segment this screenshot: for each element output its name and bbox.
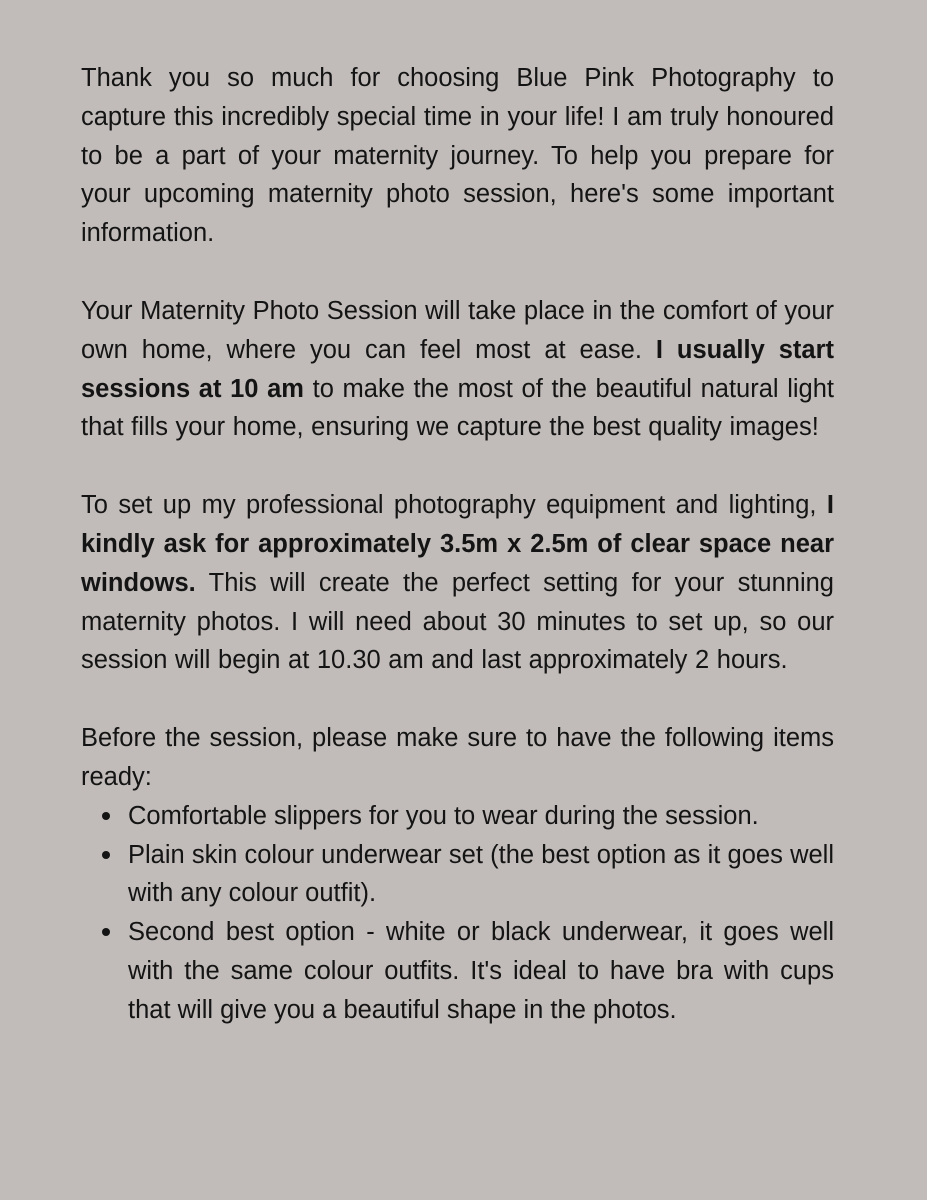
bullet-icon bbox=[102, 851, 110, 859]
intro-text: Thank you so much for choosing Blue Pink Photography to capture this incredibly special time in your life! I am truly honoured to be a part of your maternity journey. To help you prepare for your upcoming maternity photo session, here's some important information. bbox=[81, 64, 834, 248]
checklist-section bbox=[81, 719, 834, 1029]
checklist bbox=[81, 797, 834, 1030]
session-start-time-highlight: I usually start sessions at 10 am bbox=[81, 335, 834, 403]
setup-time-text: This will create the perfect setting for your stunning maternity photos. I will need about 30 minutes to set up, so our session will begin at 10.30 am and last approximately 2 hours. bbox=[81, 568, 834, 675]
bullet-icon bbox=[102, 928, 110, 936]
equipment-text: To set up my professional photography equipment and lighting, bbox=[81, 491, 827, 520]
list-item bbox=[128, 797, 834, 836]
session-location-paragraph bbox=[81, 292, 834, 447]
intro-paragraph bbox=[81, 59, 834, 253]
list-item-text: Plain skin colour underwear set (the best option as it goes well with any colour outfit). bbox=[128, 840, 834, 908]
list-item-text: Comfortable slippers for you to wear during the session. bbox=[128, 801, 759, 830]
list-item-text: Second best option - white or black underwear, it goes well with the same colour outfits. It's ideal to have bra with cups that will give you a beautiful shape in the photos. bbox=[128, 918, 834, 1024]
session-light-text: to make the most of the beautiful natural light that fills your home, ensuring we capture the best quality images! bbox=[81, 374, 834, 442]
space-requirement-highlight: I kindly ask for approximately 3.5m x 2.5m of clear space near windows. bbox=[81, 491, 834, 597]
list-item bbox=[128, 913, 834, 1029]
session-location-text: Your Maternity Photo Session will take place in the comfort of your own home, where you can feel most at ease. bbox=[81, 296, 834, 364]
checklist-intro-text: Before the session, please make sure to have the following items ready: bbox=[81, 724, 834, 791]
list-item bbox=[128, 836, 834, 914]
bullet-icon bbox=[102, 812, 110, 820]
checklist-intro bbox=[81, 719, 834, 797]
space-requirements-paragraph bbox=[81, 486, 834, 680]
